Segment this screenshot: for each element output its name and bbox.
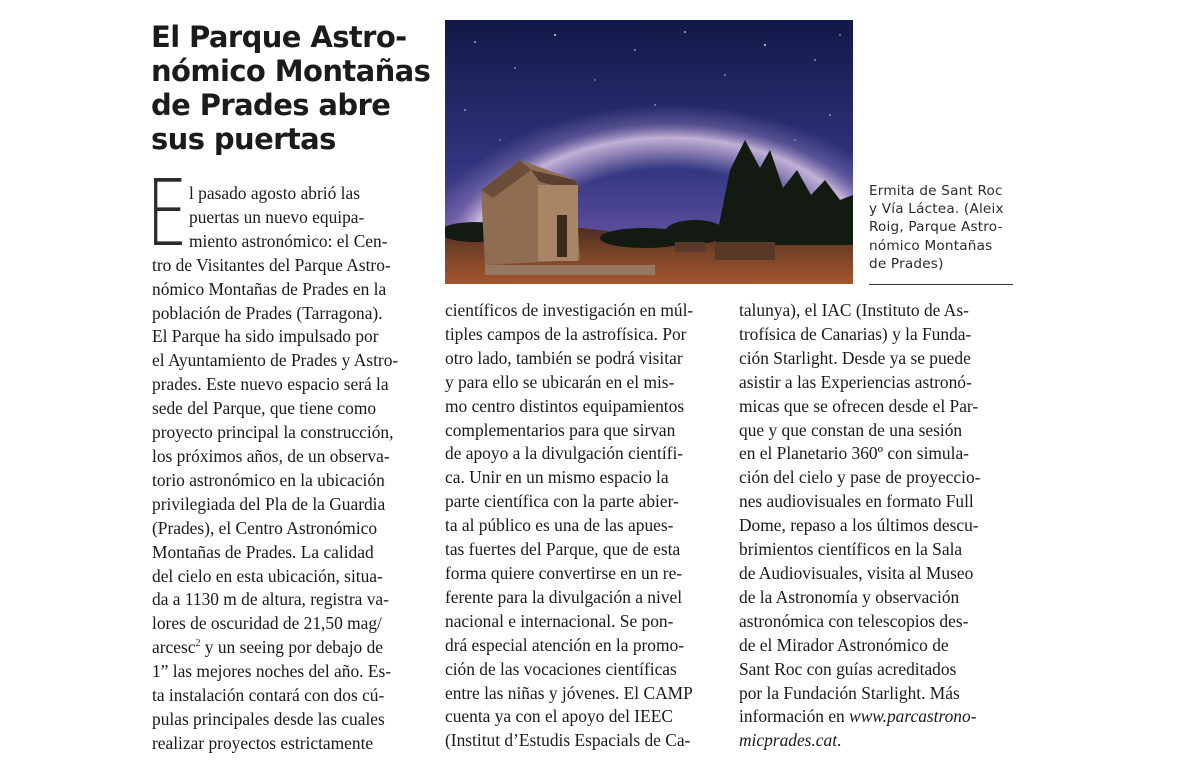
text-line: 1” las mejores noches del año. Es- [152, 661, 392, 682]
headline-line: sus puertas [151, 122, 336, 156]
text-line: complementarios para que sirvan [445, 419, 676, 440]
text-line: del cielo en esta ubicación, situa- [152, 565, 383, 586]
drop-cap: E [146, 160, 188, 267]
text-fragment: . [837, 730, 842, 751]
text-line: otro lado, también se podrá visitar [445, 347, 683, 368]
text-line: puertas un nuevo equipa- [189, 206, 365, 227]
text-line: ta al público es una de las apues- [445, 515, 674, 536]
text-line: tro de Visitantes del Parque Astro- [152, 254, 391, 275]
text-line: en el Planetario 360º con simula- [739, 443, 969, 464]
text-line: privilegiada del Pla de la Guardia [152, 493, 386, 514]
headline-line: El Parque Astro- [151, 20, 407, 54]
text-line: forma quiere convertirse en un re- [445, 562, 683, 583]
text-line: ca. Unir en un mismo espacio la [445, 467, 669, 488]
body-column-2 [445, 299, 725, 753]
text-line: torio astronómico en la ubicación [152, 469, 385, 490]
text-line: ción Starlight. Desde ya se puede [739, 347, 971, 368]
text-line: parte científica con la parte abier- [445, 491, 679, 512]
text-line: ción del cielo y pase de proyeccio- [739, 467, 981, 488]
website-link[interactable]: www.parcastrono- [849, 706, 977, 727]
text-line: nes audiovisuales en formato Full [739, 491, 974, 512]
superscript: 2 [195, 638, 201, 650]
text-fragment: arcesc [152, 637, 196, 658]
text-line: entre las niñas y jóvenes. El CAMP [445, 682, 693, 703]
text-line: ferente para la divulgación a nivel [445, 586, 683, 607]
text-line: (Institut d’Estudis Espacials de Ca- [445, 730, 691, 751]
article-headline [151, 20, 441, 156]
text-line: asistir a las Experiencias astronó- [739, 371, 972, 392]
text-line: El Parque ha sido impulsado por [152, 326, 379, 347]
caption-line: nómico Montañas [869, 237, 993, 254]
text-line: los próximos años, de un observa- [152, 445, 390, 466]
text-line: Sant Roc con guías acreditados [739, 658, 957, 679]
caption-divider [869, 284, 1013, 285]
text-line: trofísica de Canarias) y la Funda- [739, 323, 972, 344]
caption-line: Ermita de Sant Roc [869, 183, 1003, 199]
text-line: prades. Este nuevo espacio será la [152, 374, 389, 395]
text-fragment: y un seeing por debajo de [200, 637, 383, 658]
text-line: astronómica con telescopios des- [739, 610, 969, 631]
photo-ermita-sant-roc [445, 20, 853, 284]
text-line: de Audiovisuales, visita al Museo [739, 562, 974, 583]
text-line: y para ello se ubicarán en el mis- [445, 371, 675, 392]
text-line: de la Astronomía y observación [739, 586, 960, 607]
text-line: nómico Montañas de Prades en la [152, 278, 387, 299]
text-line: mo centro distintos equipamientos [445, 395, 685, 416]
headline-line: nómico Montañas [151, 54, 431, 88]
text-line: el Ayuntamiento de Prades y Astro- [152, 350, 399, 371]
text-line: de apoyo a la divulgación científi- [445, 443, 684, 464]
text-line [152, 636, 427, 660]
text-line: micas que se ofrecen desde el Par- [739, 395, 979, 416]
text-line: científicos de investigación en múl- [445, 300, 694, 320]
text-line: da a 1130 m de altura, registra va- [152, 589, 389, 610]
text-fragment: información en [739, 706, 850, 727]
caption-line: Roig, Parque Astro- [869, 219, 1003, 236]
text-line: por la Fundación Starlight. Más [739, 682, 960, 703]
body-column-3 [739, 299, 1019, 753]
text-line: realizar proyectos estrictamente [152, 732, 374, 753]
text-line: Montañas de Prades. La calidad [152, 541, 374, 562]
text-line: brimientos científicos en la Sala [739, 539, 963, 560]
text-line: pulas principales desde las cuales [152, 708, 385, 729]
text-line: (Prades), el Centro Astronómico [152, 517, 378, 538]
text-line: tas fuertes del Parque, que de esta [445, 539, 681, 560]
text-line [739, 705, 1019, 729]
text-line: miento astronómico: el Cen- [189, 230, 388, 251]
photo-caption [869, 182, 1019, 273]
text-line: lores de oscuridad de 21,50 mag/ [152, 613, 382, 634]
text-line: cuenta ya con el apoyo del IEEC [445, 706, 673, 727]
caption-line: de Prades) [869, 255, 944, 272]
text-line: Dome, repaso a los últimos descu- [739, 515, 979, 536]
text-line: población de Prades (Tarragona). [152, 302, 383, 323]
text-line: tiples campos de la astrofísica. Por [445, 323, 687, 344]
text-line: ta instalación contará con dos cú- [152, 685, 385, 706]
text-line: ción de las vocaciones científicas [445, 658, 677, 679]
text-line: que y que constan de una sesión [739, 419, 963, 440]
text-line: l pasado agosto abrió las [189, 183, 360, 203]
text-line: nacional e internacional. Se pon- [445, 610, 674, 631]
text-line: de el Mirador Astronómico de [739, 634, 949, 655]
text-line: sede del Parque, que tiene como [152, 398, 377, 419]
text-line: talunya), el IAC (Instituto de As- [739, 300, 969, 320]
headline-line: de Prades abre [151, 88, 391, 122]
caption-line: y Vía Láctea. (Aleix [869, 201, 1004, 218]
text-line [739, 729, 1019, 753]
website-link[interactable]: micprades.cat [739, 730, 838, 751]
text-line: proyecto principal la construcción, [152, 422, 394, 443]
text-line: drá especial atención en la promo- [445, 634, 685, 655]
body-column-1 [152, 182, 427, 756]
